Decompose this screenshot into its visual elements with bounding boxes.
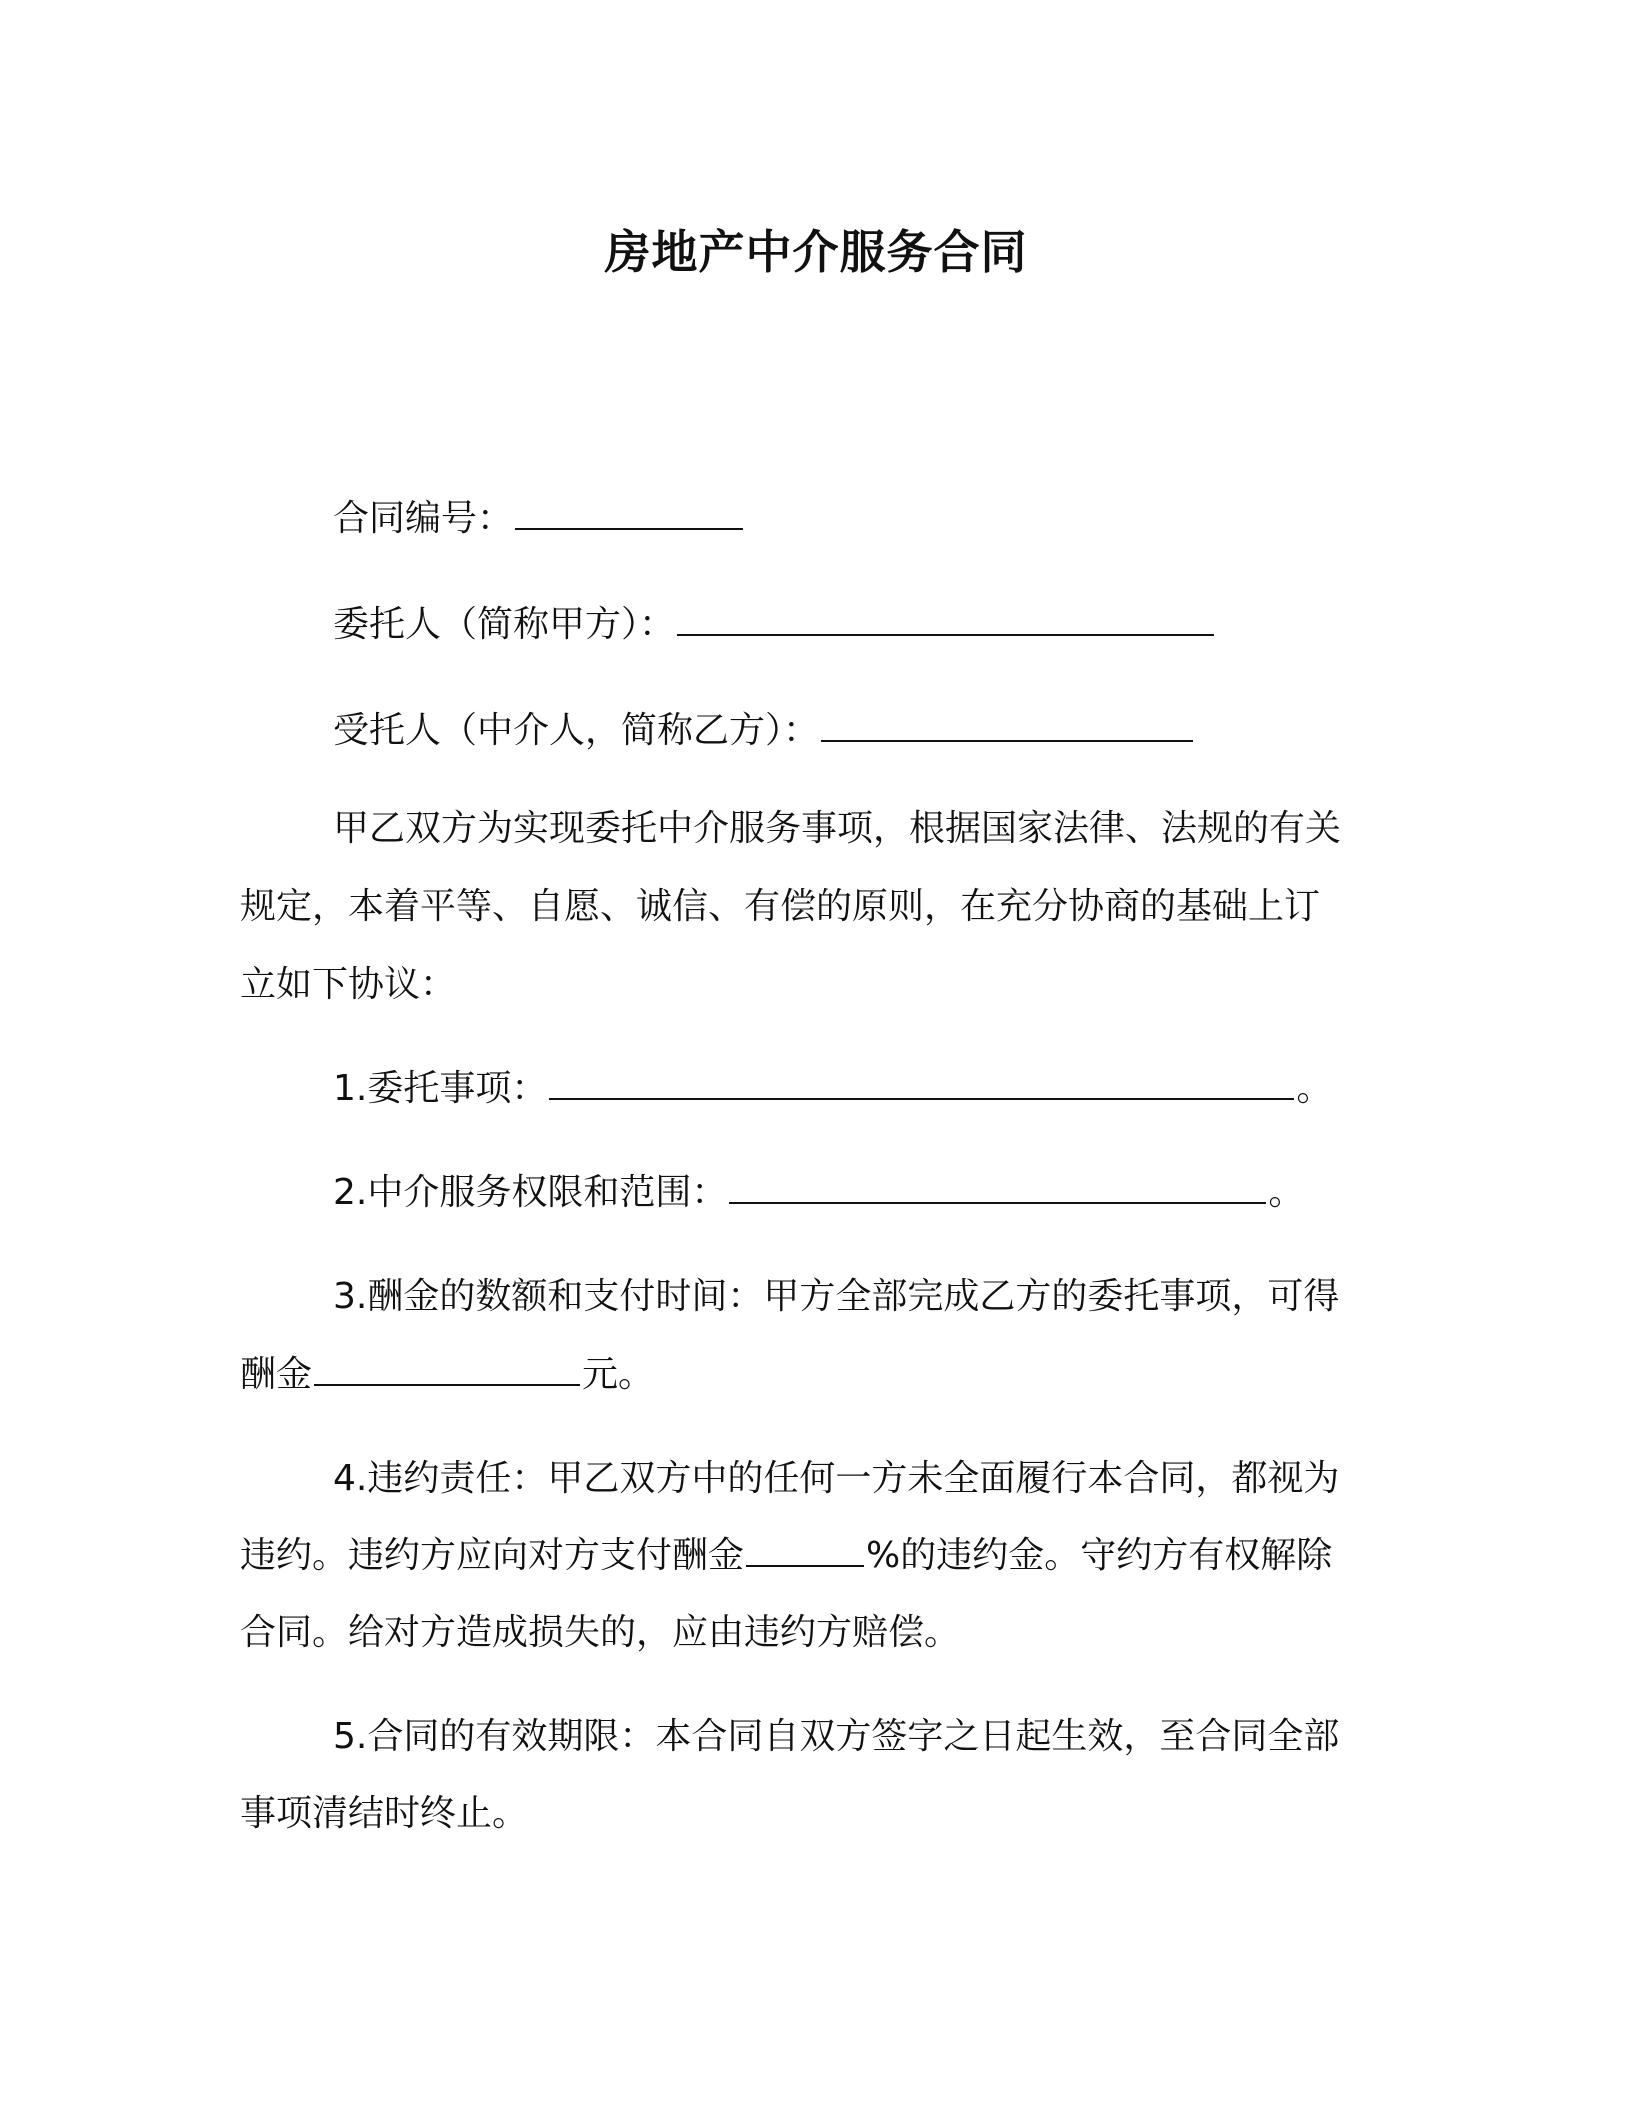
clause-3-line-2: [240, 1350, 654, 1400]
clause-2-line: [333, 1168, 1304, 1218]
penalty-percent-blank[interactable]: [746, 1533, 864, 1567]
contract-number-label: 合同编号：: [333, 498, 514, 539]
client-blank[interactable]: [677, 602, 1214, 636]
contract-number-line: [333, 494, 745, 544]
clause-3-prefix: 酬金: [240, 1354, 313, 1395]
clause-4-suffix: %的违约金。守约方有权解除: [866, 1535, 1333, 1576]
client-line: [333, 600, 1216, 650]
clause-1-end: 。: [1296, 1068, 1333, 1109]
preamble-line-3: 立如下协议：: [240, 964, 457, 1005]
client-label: 委托人（简称甲方）：: [333, 604, 676, 645]
clause-3-suffix: 元。: [582, 1354, 655, 1395]
clause-1-blank[interactable]: [549, 1066, 1294, 1100]
clause-2-label: 2.中介服务权限和范围：: [333, 1172, 728, 1213]
agent-label: 受托人（中介人，简称乙方）：: [333, 710, 820, 751]
preamble-line-2: 规定，本着平等、自愿、诚信、有偿的原则，在充分协商的基础上订: [240, 886, 1321, 927]
clause-1-line: [333, 1064, 1332, 1114]
clause-4-line-2: [240, 1531, 1332, 1581]
document-title: 房地产中介服务合同: [604, 225, 1028, 279]
clause-3-line-1: 3.酬金的数额和支付时间：甲方全部完成乙方的委托事项，可得: [333, 1276, 1340, 1317]
fee-amount-blank[interactable]: [314, 1352, 580, 1386]
clause-4-line-3: 合同。给对方造成损失的，应由违约方赔偿。: [240, 1612, 961, 1653]
preamble-line-1: 甲乙双方为实现委托中介服务事项，根据国家法律、法规的有关: [333, 808, 1342, 849]
clause-5-line-2: 事项清结时终止。: [240, 1793, 529, 1834]
contract-number-blank[interactable]: [515, 496, 743, 530]
clause-5-line-1: 5.合同的有效期限：本合同自双方签字之日起生效，至合同全部: [333, 1716, 1340, 1757]
clause-4-line-1: 4.违约责任：甲乙双方中的任何一方未全面履行本合同，都视为: [333, 1458, 1340, 1499]
agent-blank[interactable]: [821, 708, 1193, 742]
clause-4-prefix: 违约。违约方应向对方支付酬金: [240, 1535, 745, 1576]
clause-1-label: 1.委托事项：: [333, 1068, 548, 1109]
clause-2-end: 。: [1268, 1172, 1305, 1213]
clause-2-blank[interactable]: [729, 1170, 1266, 1204]
agent-line: [333, 706, 1195, 756]
